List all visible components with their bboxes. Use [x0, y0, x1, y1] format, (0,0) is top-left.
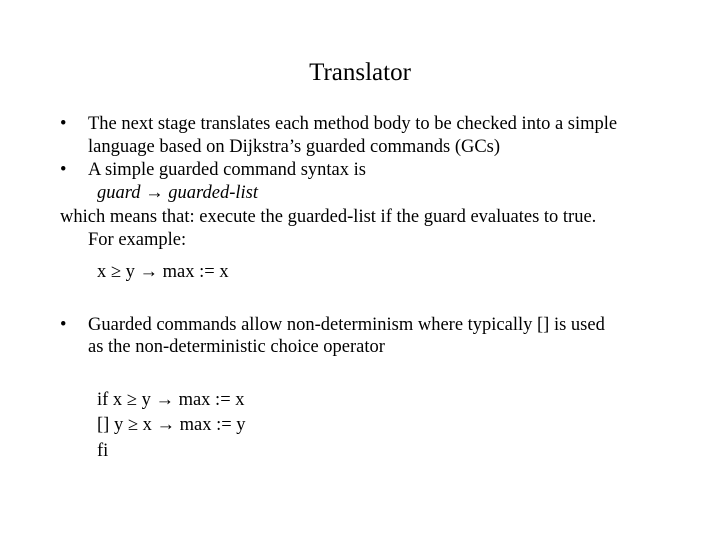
bullet-1-marker: •	[60, 114, 67, 134]
explanation-line: which means that: execute the guarded-list if the guard evaluates to true.	[60, 207, 597, 227]
code-line-1: if x ≥ y → max := x	[97, 390, 245, 410]
bullet-3-line-2: as the non-deterministic choice operator	[88, 337, 385, 357]
syntax-guarded-list: guarded-list	[168, 183, 259, 203]
example-code: x ≥ y → max := x	[97, 262, 229, 282]
bullet-3-line-1: Guarded commands allow non-determinism where typically [] is used	[88, 315, 605, 335]
bullet-2-marker: •	[60, 160, 67, 180]
bullet-1-line-2: language based on Dijkstra’s guarded commands (GCs)	[88, 137, 501, 157]
syntax-line	[97, 182, 258, 204]
bullet-1-line-1: The next stage translates each method body to be checked into a simple	[88, 114, 618, 134]
slide-title: Translator	[309, 59, 411, 86]
syntax-guard: guard	[97, 183, 141, 203]
code-line-3: fi	[97, 441, 109, 461]
example-label: For example:	[88, 230, 187, 250]
bullet-2-line-1: A simple guarded command syntax is	[88, 160, 366, 180]
code-line-2: [] y ≥ x → max := y	[97, 415, 246, 435]
bullet-3-marker: •	[60, 315, 67, 335]
syntax-arrow: →	[145, 183, 164, 203]
